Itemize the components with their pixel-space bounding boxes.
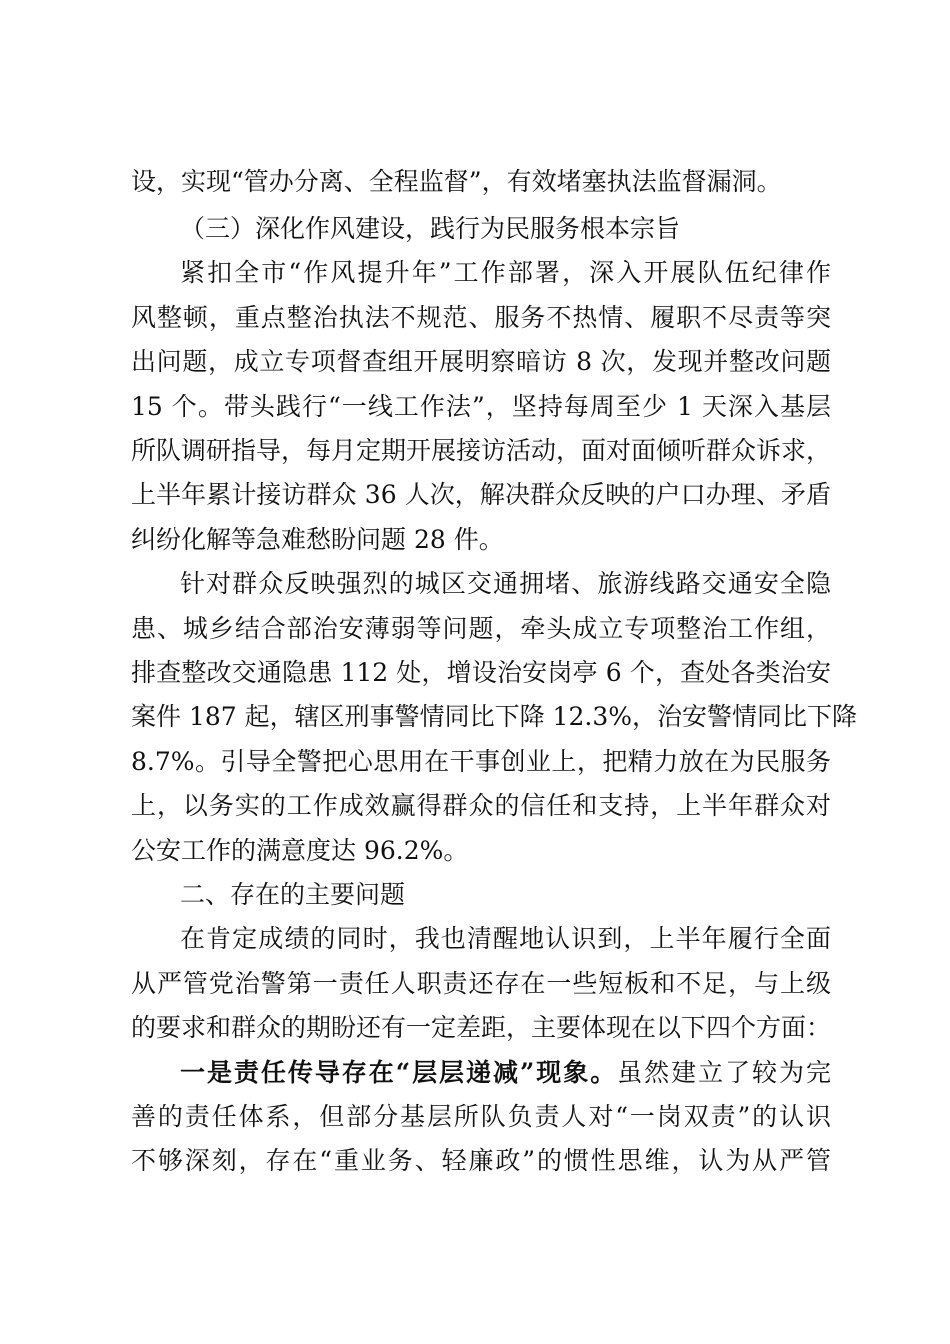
paragraph-line: 从严管党治警第一责任人职责还存在一些短板和不足，与上级 [131, 969, 831, 998]
paragraph-line: 8.7%。引导全警把心思用在干事创业上，把精力放在为民服务 [131, 747, 831, 776]
section-heading: 二、存在的主要问题 [180, 880, 406, 909]
paragraph-line: 的要求和群众的期盼还有一定差距，主要体现在以下四个方面： [131, 1013, 832, 1042]
bold-lead-rest: 虽然建立了较为完 [617, 1058, 831, 1087]
paragraph-line: 不够深刻，存在“重业务、轻廉政”的惯性思维，认为从严管 [131, 1146, 831, 1175]
paragraph-line: 纠纷化解等急难愁盼问题 28 件。 [131, 525, 504, 554]
paragraph-line: 公安工作的满意度达 96.2%。 [131, 836, 469, 865]
paragraph-line: 15 个。带头践行“一线工作法”，坚持每周至少 1 天深入基层 [131, 392, 831, 421]
paragraph-line [180, 1050, 831, 1096]
paragraph-line: 患、城乡结合部治安薄弱等问题，牵头成立专项整治工作组， [131, 614, 831, 643]
paragraph-line: 善的责任体系，但部分基层所队负责人对“一岗双责”的认识 [131, 1102, 831, 1131]
paragraph-line: 案件 187 起，辖区刑事警情同比下降 12.3%，治安警情同比下降 [131, 702, 857, 731]
section-heading: （三）深化作风建设，践行为民服务根本宗旨 [180, 214, 681, 243]
bold-lead: 一是责任传导存在“层层递减”现象。 [180, 1058, 618, 1087]
paragraph-line: 上，以务实的工作成效赢得群众的信任和支持，上半年群众对 [131, 791, 831, 820]
paragraph-line: 针对群众反映强烈的城区交通拥堵、旅游线路交通安全隐 [180, 569, 831, 598]
paragraph-line: 紧扣全市“作风提升年”工作部署，深入开展队伍纪律作 [180, 258, 831, 287]
paragraph-line: 设，实现“管办分离、全程监督”，有效堵塞执法监督漏洞。 [131, 167, 782, 196]
paragraph-line: 上半年累计接访群众 36 人次，解决群众反映的户口办理、矛盾 [131, 480, 831, 509]
paragraph-line: 风整顿，重点整治执法不规范、服务不热情、履职不尽责等突 [131, 303, 831, 332]
paragraph-line: 在肯定成绩的同时，我也清醒地认识到，上半年履行全面 [180, 924, 831, 953]
paragraph-line: 所队调研指导，每月定期开展接访活动，面对面倾听群众诉求， [131, 436, 832, 465]
paragraph-line: 出问题，成立专项督查组开展明察暗访 8 次，发现并整改问题 [131, 347, 831, 376]
paragraph-line: 排查整改交通隐患 112 处，增设治安岗亭 6 个，查处各类治安 [131, 658, 831, 687]
